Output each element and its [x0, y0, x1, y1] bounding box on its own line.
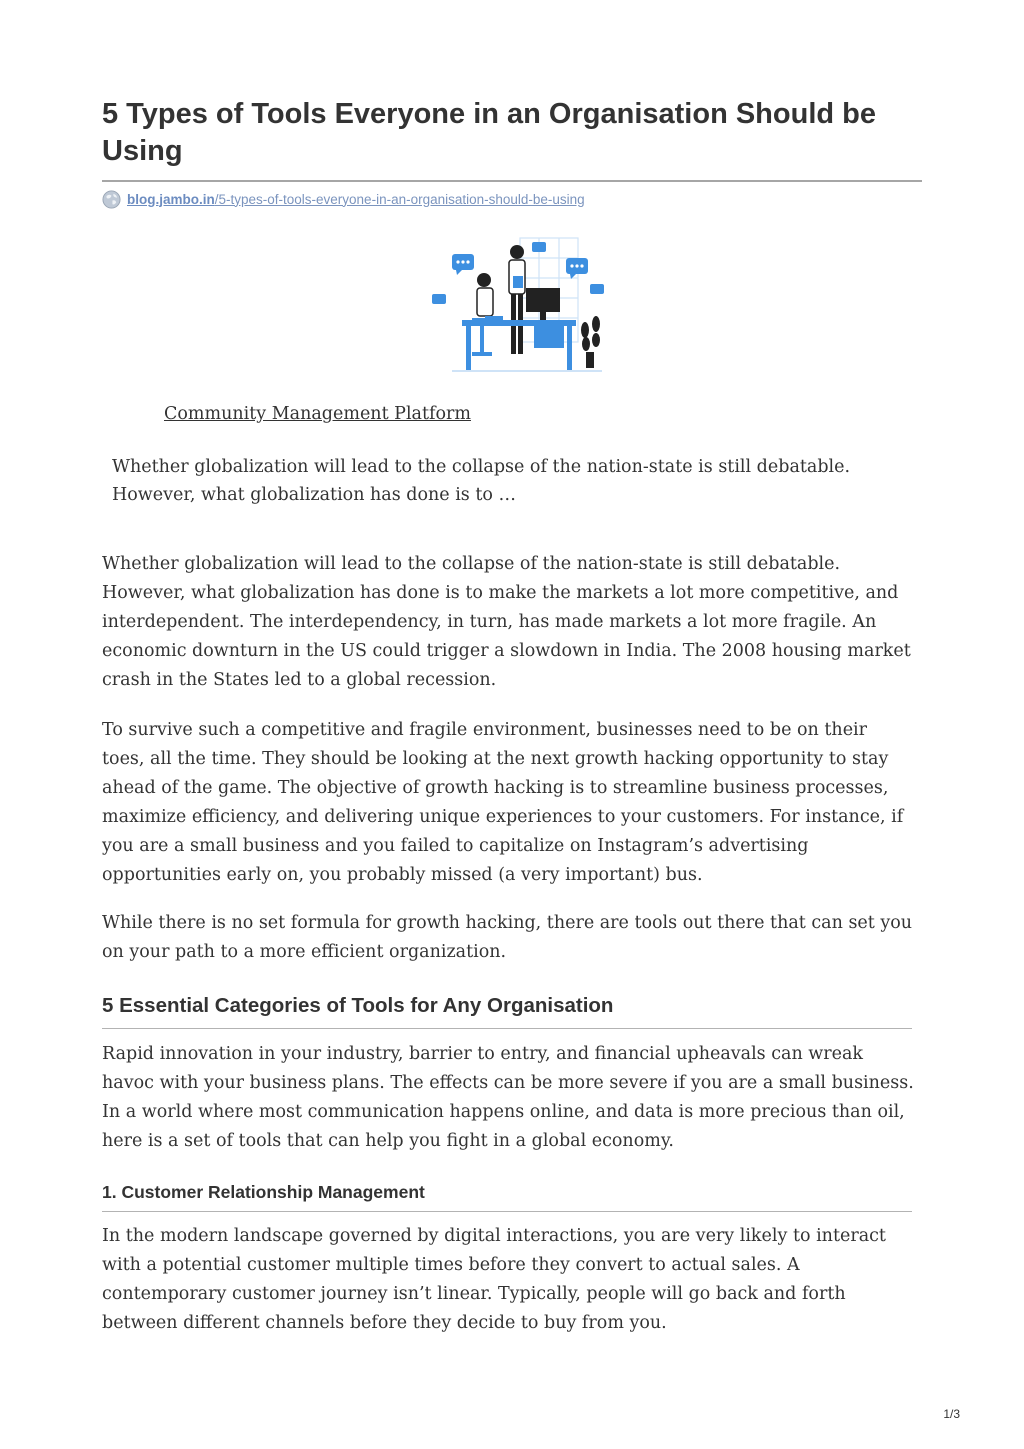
body-paragraph: To survive such a competitive and fragile environment, businesses need to be on their toes, all the time. They should be looking at the next growth hacking opportunity to stay ahead of the game. The objective of growth hacking is to streamline business processes, maximize efficiency, and delivering unique experiences to your customers. For instance, if you are a small business and you failed to capitalize on Instagram’s advertising opportunities early on, you probably missed (a very important) bus.	[102, 720, 904, 885]
page-number: 1/3	[943, 1407, 960, 1421]
section-heading: 5 Essential Categories of Tools for Any Organisation	[102, 994, 614, 1017]
link-card-title[interactable]: Community Management Platform	[164, 404, 471, 424]
body-paragraph: While there is no set formula for growth hacking, there are tools out there that can set you on your path to a more efficient organization.	[102, 913, 913, 962]
body-paragraph: Whether globalization will lead to the collapse of the nation-state is still debatable. However, what globalization has done is to make the markets a lot more competitive, and interdependent. The interdependency, in turn, has made markets a lot more fragile. An economic downturn in the US could trigger a slowdown in India. The 2008 housing market crash in the States led to a global recession.	[102, 554, 911, 690]
article-title: 5 Types of Tools Everyone in an Organisation Should be Using	[102, 98, 876, 167]
source-url[interactable]	[102, 189, 585, 209]
source-path-link[interactable]: /5-types-of-tools-everyone-in-an-organisation-should-be-using	[214, 191, 585, 207]
subsection-paragraph: In the modern landscape governed by digital interactions, you are very likely to interact with a potential customer multiple times before they convert to actual sales. A contemporary customer journey isn’t linear. Typically, people will go back and forth between different channels before they decide to buy from you.	[102, 1226, 886, 1333]
link-card-description: Whether globalization will lead to the collapse of the nation-state is still debatable. However, what globalization has done is to …	[112, 457, 851, 505]
office-workers-illustration	[422, 232, 612, 378]
subsection-heading: 1. Customer Relationship Management	[102, 1182, 425, 1202]
subsection-divider	[102, 1211, 912, 1212]
section-divider	[102, 1028, 912, 1029]
globe-icon	[102, 190, 121, 209]
source-domain-link[interactable]: blog.jambo.in	[127, 191, 215, 207]
title-divider	[102, 180, 922, 182]
section-paragraph: Rapid innovation in your industry, barrier to entry, and financial upheavals can wreak havoc with your business plans. The effects can be more severe if you are a small business. In a world where most communication happens online, and data is more precious than oil, here is a set of tools that can help you fight in a global economy.	[102, 1044, 914, 1151]
